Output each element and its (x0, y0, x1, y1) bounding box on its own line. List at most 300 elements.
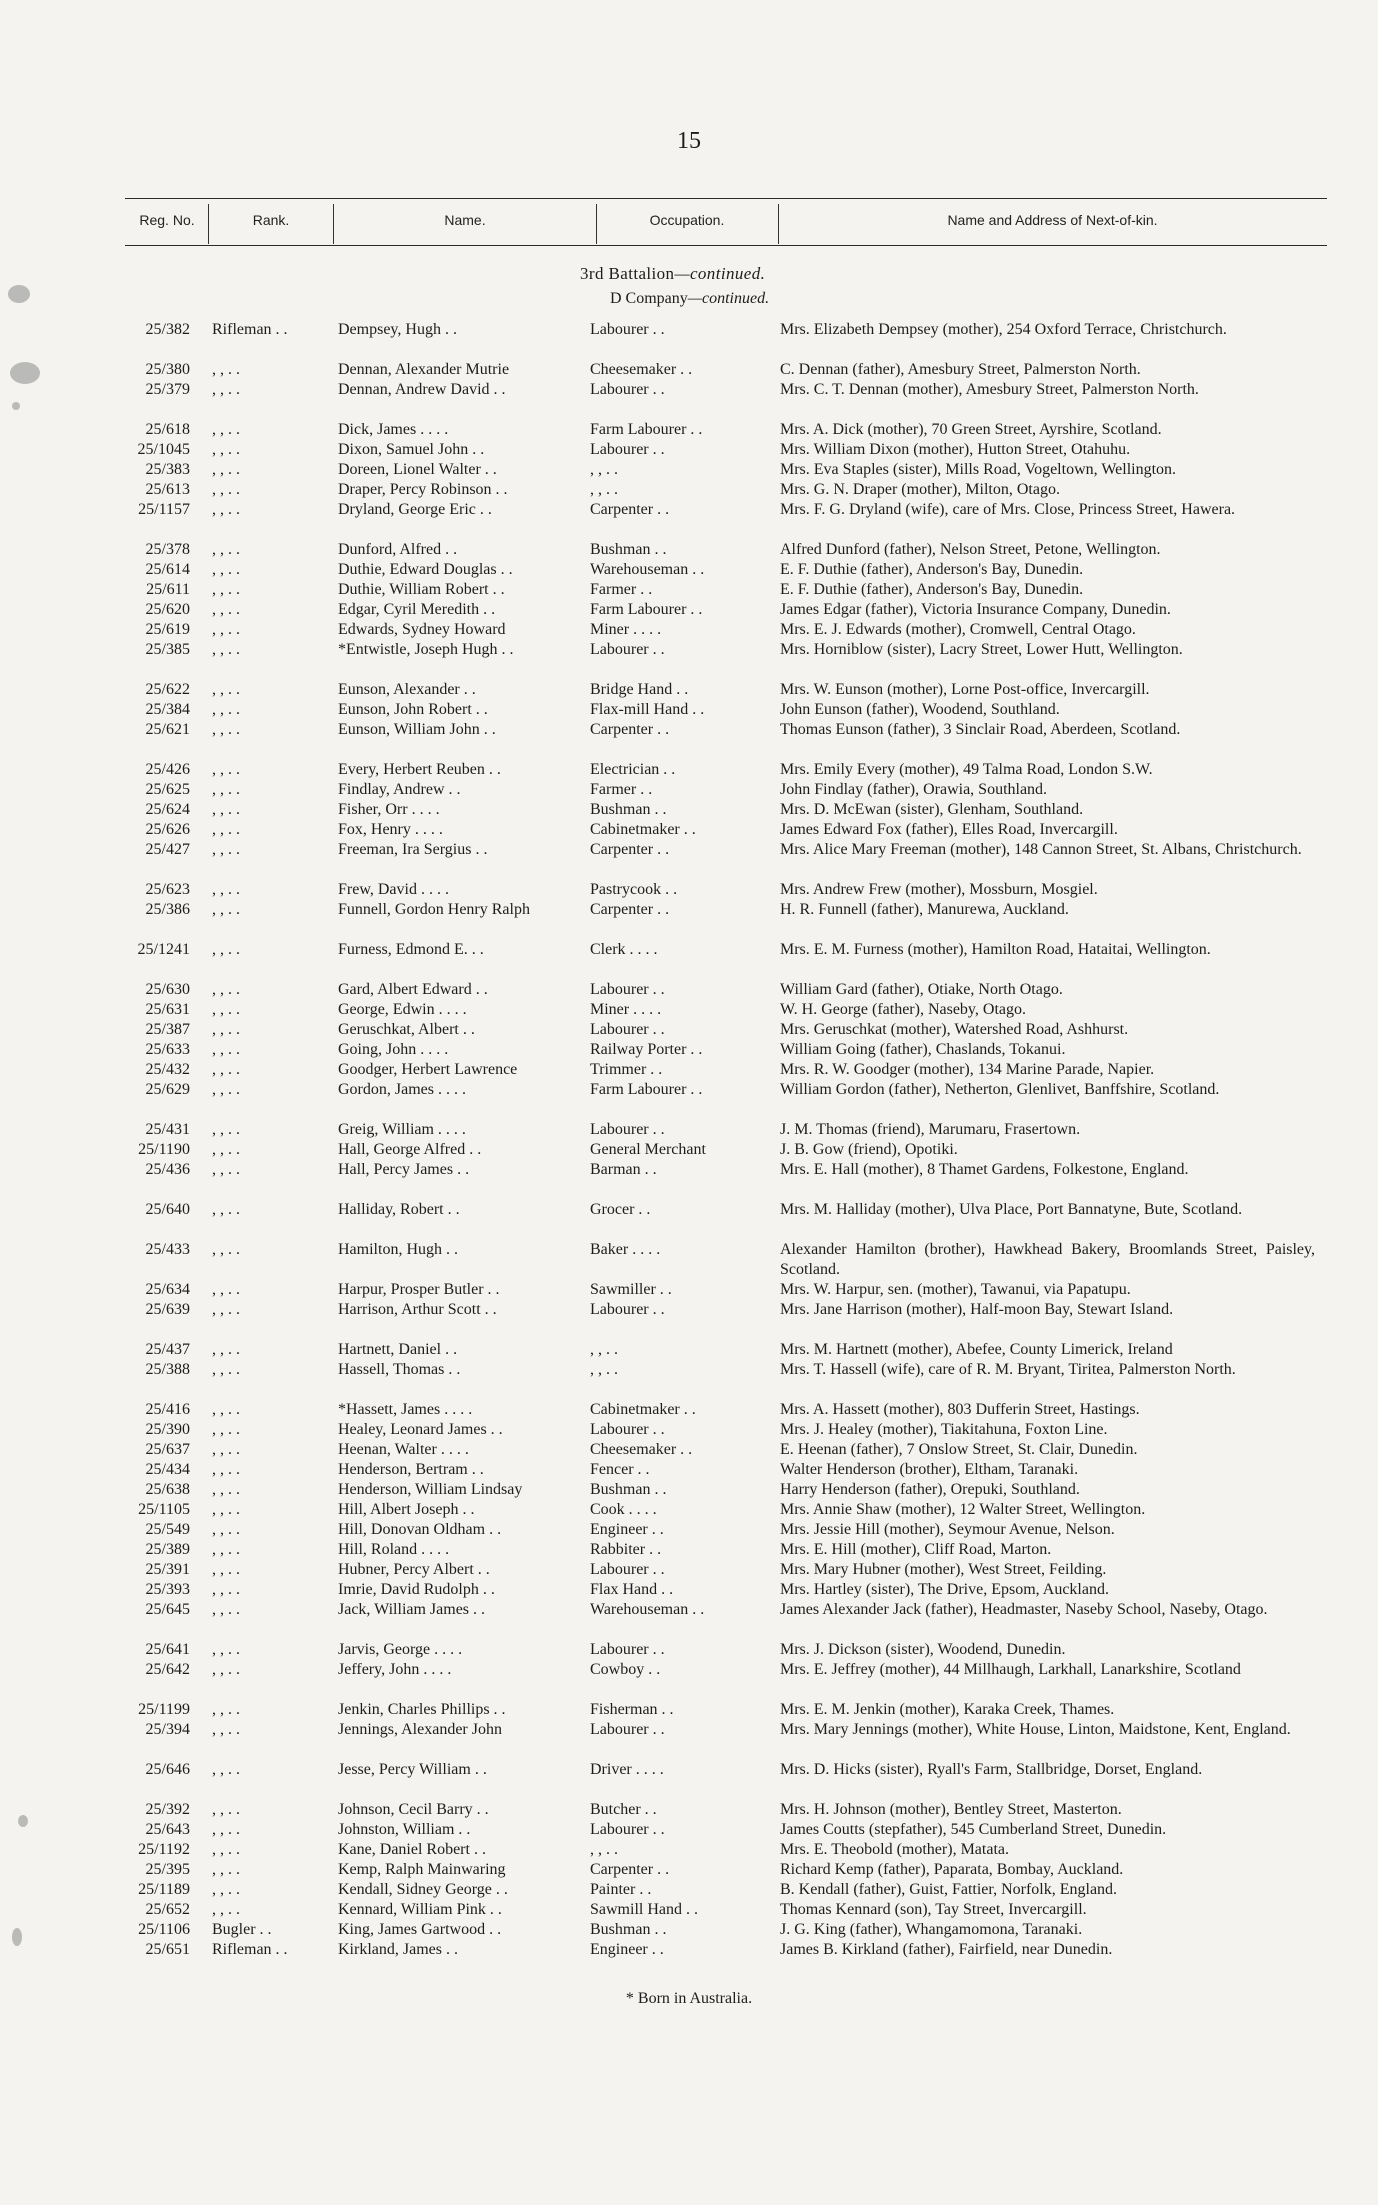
rank: , , . . (212, 1841, 240, 1858)
occupation: Grocer . . (590, 1201, 651, 1218)
rank: , , . . (212, 1521, 240, 1538)
occupation: Labourer . . (590, 1121, 665, 1138)
occupation: Engineer . . (590, 1941, 664, 1958)
occupation: Trimmer . . (590, 1061, 663, 1078)
soldier-name: Hall, Percy James . . (338, 1161, 470, 1178)
soldier-name: Draper, Percy Robinson . . (338, 481, 508, 498)
reg-number: 25/434 (145, 1461, 190, 1478)
occupation: , , . . (590, 1841, 618, 1858)
reg-number: 25/388 (145, 1361, 190, 1378)
soldier-name: Dempsey, Hugh . . (338, 321, 457, 338)
occupation: Labourer . . (590, 1421, 665, 1438)
occupation: Clerk . . . . (590, 941, 658, 958)
reg-number: 25/1045 (137, 441, 190, 458)
soldier-name: Dixon, Samuel John . . (338, 441, 485, 458)
page-number: 15 (677, 128, 701, 154)
reg-number: 25/1189 (138, 1881, 190, 1898)
table-row (0, 560, 1378, 580)
soldier-name: Furness, Edmond E. . . (338, 941, 484, 958)
soldier-name: Geruschkat, Albert . . (338, 1021, 475, 1038)
table-row (0, 1340, 1378, 1360)
reg-number: 25/614 (145, 561, 190, 578)
table-row (0, 1500, 1378, 1520)
rank: , , . . (212, 1701, 240, 1718)
soldier-name: Johnston, William . . (338, 1821, 471, 1838)
table-row (0, 720, 1378, 760)
table-row (0, 1640, 1378, 1660)
soldier-name: Greig, William . . . . (338, 1121, 466, 1138)
table-row (0, 940, 1378, 980)
table-row (0, 1660, 1378, 1700)
reg-number: 25/652 (145, 1901, 190, 1918)
occupation: Butcher . . (590, 1801, 657, 1818)
rank: Rifleman . . (212, 1941, 288, 1958)
next-of-kin: J. M. Thomas (friend), Marumaru, Frasertown. (780, 1121, 1081, 1138)
occupation: Labourer . . (590, 1821, 665, 1838)
reg-number: 25/393 (145, 1581, 190, 1598)
company-title (610, 290, 769, 308)
next-of-kin: Walter Henderson (brother), Eltham, Taranaki. (780, 1461, 1079, 1478)
occupation: Labourer . . (590, 1561, 665, 1578)
rank: , , . . (212, 1461, 240, 1478)
soldier-name: Kemp, Ralph Mainwaring (338, 1861, 506, 1878)
soldier-name: Jennings, Alexander John (338, 1721, 502, 1738)
reg-number: 25/622 (145, 681, 190, 698)
occupation: Engineer . . (590, 1521, 664, 1538)
battalion-continued: —continued. (674, 264, 766, 283)
reg-number: 25/624 (145, 801, 190, 818)
rank: , , . . (212, 441, 240, 458)
occupation: Labourer . . (590, 641, 665, 658)
table-row (0, 1760, 1378, 1800)
table-row (0, 1200, 1378, 1240)
reg-number: 25/426 (145, 761, 190, 778)
table-row (0, 1060, 1378, 1080)
soldier-name: Duthie, Edward Douglas . . (338, 561, 513, 578)
next-of-kin: Mrs. Andrew Frew (mother), Mossburn, Mosgiel. (780, 881, 1098, 898)
occupation: Farm Labourer . . (590, 421, 703, 438)
reg-number: 25/631 (145, 1001, 190, 1018)
column-header-reg-no: Reg. No. (139, 212, 195, 228)
occupation: Painter . . (590, 1881, 652, 1898)
reg-number: 25/637 (145, 1441, 190, 1458)
next-of-kin: Mrs. E. Hill (mother), Cliff Road, Marton. (780, 1541, 1052, 1558)
column-separator (596, 204, 597, 244)
occupation: Labourer . . (590, 1021, 665, 1038)
table-row (0, 840, 1378, 880)
reg-number: 25/385 (145, 641, 190, 658)
reg-number: 25/629 (145, 1081, 190, 1098)
rank: , , . . (212, 381, 240, 398)
soldier-name: George, Edwin . . . . (338, 1001, 467, 1018)
next-of-kin: Mrs. Alice Mary Freeman (mother), 148 Cannon Street, St. Albans, Christchurch. (780, 841, 1302, 858)
reg-number: 25/651 (145, 1941, 190, 1958)
next-of-kin: W. H. George (father), Naseby, Otago. (780, 1001, 1026, 1018)
next-of-kin: James Alexander Jack (father), Headmaster, Naseby School, Naseby, Otago. (780, 1601, 1268, 1618)
table-row (0, 900, 1378, 940)
reg-number: 25/1190 (138, 1141, 190, 1158)
soldier-name: Hubner, Percy Albert . . (338, 1561, 490, 1578)
rank: , , . . (212, 1601, 240, 1618)
reg-number: 25/640 (145, 1201, 190, 1218)
table-row (0, 1820, 1378, 1840)
occupation: Baker . . . . (590, 1241, 661, 1258)
next-of-kin: Mrs. H. Johnson (mother), Bentley Street, Masterton. (780, 1801, 1122, 1818)
next-of-kin: Mrs. R. W. Goodger (mother), 134 Marine Parade, Napier. (780, 1061, 1155, 1078)
soldier-name: Every, Herbert Reuben . . (338, 761, 501, 778)
soldier-name: Eunson, Alexander . . (338, 681, 476, 698)
occupation: Fencer . . (590, 1461, 650, 1478)
soldier-name: Jeffery, John . . . . (338, 1661, 452, 1678)
next-of-kin: James Edgar (father), Victoria Insurance Company, Dunedin. (780, 601, 1171, 618)
reg-number: 25/432 (145, 1061, 190, 1078)
occupation: Farm Labourer . . (590, 601, 703, 618)
occupation: Carpenter . . (590, 501, 670, 518)
rank: , , . . (212, 1441, 240, 1458)
soldier-name: Henderson, Bertram . . (338, 1461, 484, 1478)
rank: , , . . (212, 1821, 240, 1838)
occupation: Cabinetmaker . . (590, 1401, 696, 1418)
soldier-name: Johnson, Cecil Barry . . (338, 1801, 489, 1818)
reg-number: 25/390 (145, 1421, 190, 1438)
rank: , , . . (212, 841, 240, 858)
soldier-name: Duthie, William Robert . . (338, 581, 505, 598)
occupation: General Merchant (590, 1141, 706, 1158)
occupation: Warehouseman . . (590, 561, 705, 578)
reg-number: 25/395 (145, 1861, 190, 1878)
next-of-kin: William Gordon (father), Netherton, Glenlivet, Banffshire, Scotland. (780, 1081, 1220, 1098)
next-of-kin: Mrs. Jane Harrison (mother), Half-moon Bay, Stewart Island. (780, 1301, 1174, 1318)
next-of-kin: H. R. Funnell (father), Manurewa, Auckland. (780, 901, 1069, 918)
table-row (0, 1300, 1378, 1340)
reg-number: 25/386 (145, 901, 190, 918)
soldier-name: Hamilton, Hugh . . (338, 1241, 458, 1258)
table-row (0, 880, 1378, 900)
table-row (0, 620, 1378, 640)
soldier-name: Gard, Albert Edward . . (338, 981, 488, 998)
rank: , , . . (212, 481, 240, 498)
reg-number: 25/621 (145, 721, 190, 738)
reg-number: 25/613 (145, 481, 190, 498)
header-top-rule (125, 198, 1327, 199)
next-of-kin: J. G. King (father), Whangamomona, Taranaki. (780, 1921, 1083, 1938)
next-of-kin: Mrs. Elizabeth Dempsey (mother), 254 Oxford Terrace, Christchurch. (780, 321, 1227, 338)
rank: , , . . (212, 1761, 240, 1778)
rank: , , . . (212, 1721, 240, 1738)
occupation: Labourer . . (590, 381, 665, 398)
footnote: * Born in Australia. (625, 1990, 753, 2007)
occupation: Barman . . (590, 1161, 657, 1178)
occupation: Labourer . . (590, 1641, 665, 1658)
rank: , , . . (212, 901, 240, 918)
reg-number: 25/611 (146, 581, 190, 598)
rank: , , . . (212, 1661, 240, 1678)
rank: , , . . (212, 1401, 240, 1418)
rank: , , . . (212, 1341, 240, 1358)
rank: , , . . (212, 461, 240, 478)
soldier-name: Kane, Daniel Robert . . (338, 1841, 486, 1858)
table-row (0, 1440, 1378, 1460)
table-row (0, 440, 1378, 460)
occupation: Cowboy . . (590, 1661, 661, 1678)
soldier-name: Jarvis, George . . . . (338, 1641, 463, 1658)
rank: , , . . (212, 881, 240, 898)
column-separator (208, 204, 209, 244)
occupation: , , . . (590, 481, 618, 498)
occupation: Bushman . . (590, 801, 667, 818)
rank: , , . . (212, 1581, 240, 1598)
occupation: Labourer . . (590, 981, 665, 998)
table-row (0, 1420, 1378, 1440)
occupation: , , . . (590, 1341, 618, 1358)
rank: , , . . (212, 1021, 240, 1038)
table-row (0, 800, 1378, 820)
reg-number: 25/620 (145, 601, 190, 618)
reg-number: 25/389 (145, 1541, 190, 1558)
rank: , , . . (212, 421, 240, 438)
reg-number: 25/618 (145, 421, 190, 438)
next-of-kin: Mrs. E. M. Furness (mother), Hamilton Road, Hataitai, Wellington. (780, 941, 1211, 958)
next-of-kin: Mrs. Annie Shaw (mother), 12 Walter Street, Wellington. (780, 1501, 1146, 1518)
occupation: Flax-mill Hand . . (590, 701, 705, 718)
soldier-name: Dennan, Alexander Mutrie (338, 361, 510, 378)
reg-number: 25/623 (145, 881, 190, 898)
occupation: Bushman . . (590, 1921, 667, 1938)
next-of-kin: Mrs. M. Hartnett (mother), Abefee, County Limerick, Ireland (780, 1341, 1173, 1358)
rank: , , . . (212, 1801, 240, 1818)
soldier-name: Hall, George Alfred . . (338, 1141, 482, 1158)
rank: , , . . (212, 721, 240, 738)
rank: , , . . (212, 801, 240, 818)
next-of-kin: Mrs. F. G. Dryland (wife), care of Mrs. Close, Princess Street, Hawera. (780, 501, 1236, 518)
reg-number: 25/549 (145, 1521, 190, 1538)
scan-speck (8, 285, 30, 303)
soldier-name: Kennard, William Pink . . (338, 1901, 502, 1918)
rank: , , . . (212, 501, 240, 518)
column-separator (333, 204, 334, 244)
rank: Rifleman . . (212, 321, 288, 338)
soldier-name: Funnell, Gordon Henry Ralph (338, 901, 530, 918)
soldier-name: Fisher, Orr . . . . (338, 801, 440, 818)
soldier-name: Findlay, Andrew . . (338, 781, 461, 798)
rank: , , . . (212, 1361, 240, 1378)
rank: , , . . (212, 1501, 240, 1518)
table-row (0, 1880, 1378, 1900)
reg-number: 25/392 (145, 1801, 190, 1818)
reg-number: 25/394 (145, 1721, 190, 1738)
table-row (0, 1240, 1378, 1280)
rank: , , . . (212, 1541, 240, 1558)
soldier-name: Hassell, Thomas . . (338, 1361, 461, 1378)
rank: , , . . (212, 1561, 240, 1578)
reg-number: 25/646 (145, 1761, 190, 1778)
next-of-kin: J. B. Gow (friend), Opotiki. (780, 1141, 958, 1158)
occupation: Labourer . . (590, 1721, 665, 1738)
soldier-name: Healey, Leonard James . . (338, 1421, 503, 1438)
soldier-name: Hill, Albert Joseph . . (338, 1501, 475, 1518)
next-of-kin: E. F. Duthie (father), Anderson's Bay, Dunedin. (780, 581, 1084, 598)
next-of-kin: Mrs. William Dixon (mother), Hutton Street, Otahuhu. (780, 441, 1131, 458)
rank: , , . . (212, 1001, 240, 1018)
occupation: Carpenter . . (590, 1861, 670, 1878)
soldier-name: Heenan, Walter . . . . (338, 1441, 469, 1458)
reg-number: 25/633 (145, 1041, 190, 1058)
next-of-kin: Mrs. Hartley (sister), The Drive, Epsom, Auckland. (780, 1581, 1109, 1598)
soldier-name: Dick, James . . . . (338, 421, 449, 438)
next-of-kin: Mrs. M. Halliday (mother), Ulva Place, Port Bannatyne, Bute, Scotland. (780, 1201, 1243, 1218)
table-row (0, 1560, 1378, 1580)
occupation: Electrician . . (590, 761, 676, 778)
next-of-kin: Mrs. A. Hassett (mother), 803 Dufferin Street, Hastings. (780, 1401, 1140, 1418)
header-bottom-rule (125, 245, 1327, 246)
reg-number: 25/433 (145, 1241, 190, 1258)
next-of-kin: Mrs. D. Hicks (sister), Ryall's Farm, Stallbridge, Dorset, England. (780, 1761, 1203, 1778)
next-of-kin: Harry Henderson (father), Orepuki, Southland. (780, 1481, 1080, 1498)
table-row (0, 580, 1378, 600)
table-row (0, 600, 1378, 620)
reg-number: 25/645 (145, 1601, 190, 1618)
next-of-kin: Mrs. E. M. Jenkin (mother), Karaka Creek, Thames. (780, 1701, 1115, 1718)
table-row (0, 1020, 1378, 1040)
table-row (0, 760, 1378, 780)
rank: , , . . (212, 1061, 240, 1078)
occupation: Bushman . . (590, 541, 667, 558)
next-of-kin: Mrs. W. Eunson (mother), Lorne Post-office, Invercargill. (780, 681, 1150, 698)
occupation: Farmer . . (590, 581, 653, 598)
next-of-kin: Mrs. T. Hassell (wife), care of R. M. Bryant, Tiritea, Palmerston North. (780, 1361, 1236, 1378)
reg-number: 25/379 (145, 381, 190, 398)
next-of-kin: Mrs. C. T. Dennan (mother), Amesbury Street, Palmerston North. (780, 381, 1199, 398)
reg-number: 25/383 (145, 461, 190, 478)
battalion-name: 3rd Battalion (580, 264, 675, 283)
soldier-name: *Hassett, James . . . . (338, 1401, 473, 1418)
rank: , , . . (212, 361, 240, 378)
rank: , , . . (212, 1861, 240, 1878)
rank: , , . . (212, 1881, 240, 1898)
next-of-kin: Mrs. Horniblow (sister), Lacry Street, Lower Hutt, Wellington. (780, 641, 1183, 658)
next-of-kin: James Coutts (stepfather), 545 Cumberland Street, Dunedin. (780, 1821, 1167, 1838)
next-of-kin: Mrs. E. J. Edwards (mother), Cromwell, Central Otago. (780, 621, 1136, 638)
rank: , , . . (212, 1041, 240, 1058)
occupation: Fisherman . . (590, 1701, 674, 1718)
column-header-rank: Rank. (252, 212, 290, 228)
occupation: Cook . . . . (590, 1501, 657, 1518)
reg-number: 25/642 (145, 1661, 190, 1678)
table-row (0, 1600, 1378, 1640)
table-row (0, 680, 1378, 700)
rank: , , . . (212, 761, 240, 778)
occupation: Rabbiter . . (590, 1541, 662, 1558)
table-row (0, 1840, 1378, 1860)
reg-number: 25/378 (145, 541, 190, 558)
next-of-kin: Mrs. Mary Jennings (mother), White House, Linton, Maidstone, Kent, England. (780, 1721, 1291, 1738)
soldier-name: Henderson, William Lindsay (338, 1481, 523, 1498)
table-row (0, 1160, 1378, 1200)
soldier-name: Dunford, Alfred . . (338, 541, 458, 558)
table-row (0, 1000, 1378, 1020)
table-row (0, 1800, 1378, 1820)
occupation: Farmer . . (590, 781, 653, 798)
occupation: Labourer . . (590, 321, 665, 338)
table-row (0, 1860, 1378, 1880)
soldier-name: Eunson, William John . . (338, 721, 496, 738)
next-of-kin: Mrs. G. N. Draper (mother), Milton, Otago. (780, 481, 1060, 498)
occupation: Carpenter . . (590, 841, 670, 858)
soldier-name: Harrison, Arthur Scott . . (338, 1301, 497, 1318)
occupation: Cheesemaker . . (590, 361, 693, 378)
battalion-title (580, 264, 765, 284)
rank: , , . . (212, 821, 240, 838)
reg-number: 25/630 (145, 981, 190, 998)
next-of-kin: Mrs. J. Healey (mother), Tiakitahuna, Foxton Line. (780, 1421, 1108, 1438)
next-of-kin: Mrs. Emily Every (mother), 49 Talma Road, London S.W. (780, 761, 1153, 778)
column-separator (778, 204, 779, 244)
rank: , , . . (212, 981, 240, 998)
table-row (0, 1580, 1378, 1600)
reg-number: 25/638 (145, 1481, 190, 1498)
soldier-name: Dennan, Andrew David . . (338, 381, 506, 398)
occupation: Sawmiller . . (590, 1281, 672, 1298)
rank: , , . . (212, 681, 240, 698)
table-row (0, 460, 1378, 480)
column-header-name: Name. (444, 212, 486, 228)
rank: , , . . (212, 1281, 240, 1298)
rank: , , . . (212, 1241, 240, 1258)
table-row (0, 1900, 1378, 1920)
reg-number: 25/427 (145, 841, 190, 858)
occupation: Flax Hand . . (590, 1581, 674, 1598)
reg-number: 25/626 (145, 821, 190, 838)
occupation: Sawmill Hand . . (590, 1901, 698, 1918)
table-row (0, 640, 1378, 680)
occupation: , , . . (590, 1361, 618, 1378)
soldier-name: Imrie, David Rudolph . . (338, 1581, 495, 1598)
rank: , , . . (212, 1201, 240, 1218)
next-of-kin: C. Dennan (father), Amesbury Street, Palmerston North. (780, 361, 1141, 378)
table-row (0, 1400, 1378, 1420)
soldier-name: King, James Gartwood . . (338, 1921, 502, 1938)
table-row (0, 780, 1378, 800)
rank: , , . . (212, 1081, 240, 1098)
reg-number: 25/641 (145, 1641, 190, 1658)
occupation: Cabinetmaker . . (590, 821, 696, 838)
occupation: Bushman . . (590, 1481, 667, 1498)
roll-table (0, 320, 1378, 1960)
soldier-name: Freeman, Ira Sergius . . (338, 841, 488, 858)
soldier-name: Jenkin, Charles Phillips . . (338, 1701, 506, 1718)
table-row (0, 700, 1378, 720)
table-row (0, 420, 1378, 440)
next-of-kin: Mrs. E. Jeffrey (mother), 44 Millhaugh, Larkhall, Lanarkshire, Scotland (780, 1661, 1241, 1678)
occupation: Labourer . . (590, 441, 665, 458)
next-of-kin: William Going (father), Chaslands, Tokanui. (780, 1041, 1066, 1058)
next-of-kin: Mrs. Mary Hubner (mother), West Street, Feilding. (780, 1561, 1107, 1578)
table-row (0, 380, 1378, 420)
occupation: Driver . . . . (590, 1761, 664, 1778)
occupation: , , . . (590, 461, 618, 478)
reg-number: 25/387 (145, 1021, 190, 1038)
table-row (0, 480, 1378, 500)
occupation: Pastrycook . . (590, 881, 678, 898)
occupation: Farm Labourer . . (590, 1081, 703, 1098)
table-row (0, 1080, 1378, 1120)
next-of-kin: John Eunson (father), Woodend, Southland. (780, 701, 1060, 718)
table-row (0, 500, 1378, 540)
soldier-name: Edgar, Cyril Meredith . . (338, 601, 496, 618)
occupation: Miner . . . . (590, 1001, 662, 1018)
reg-number: 25/1199 (138, 1701, 190, 1718)
reg-number: 25/380 (145, 361, 190, 378)
